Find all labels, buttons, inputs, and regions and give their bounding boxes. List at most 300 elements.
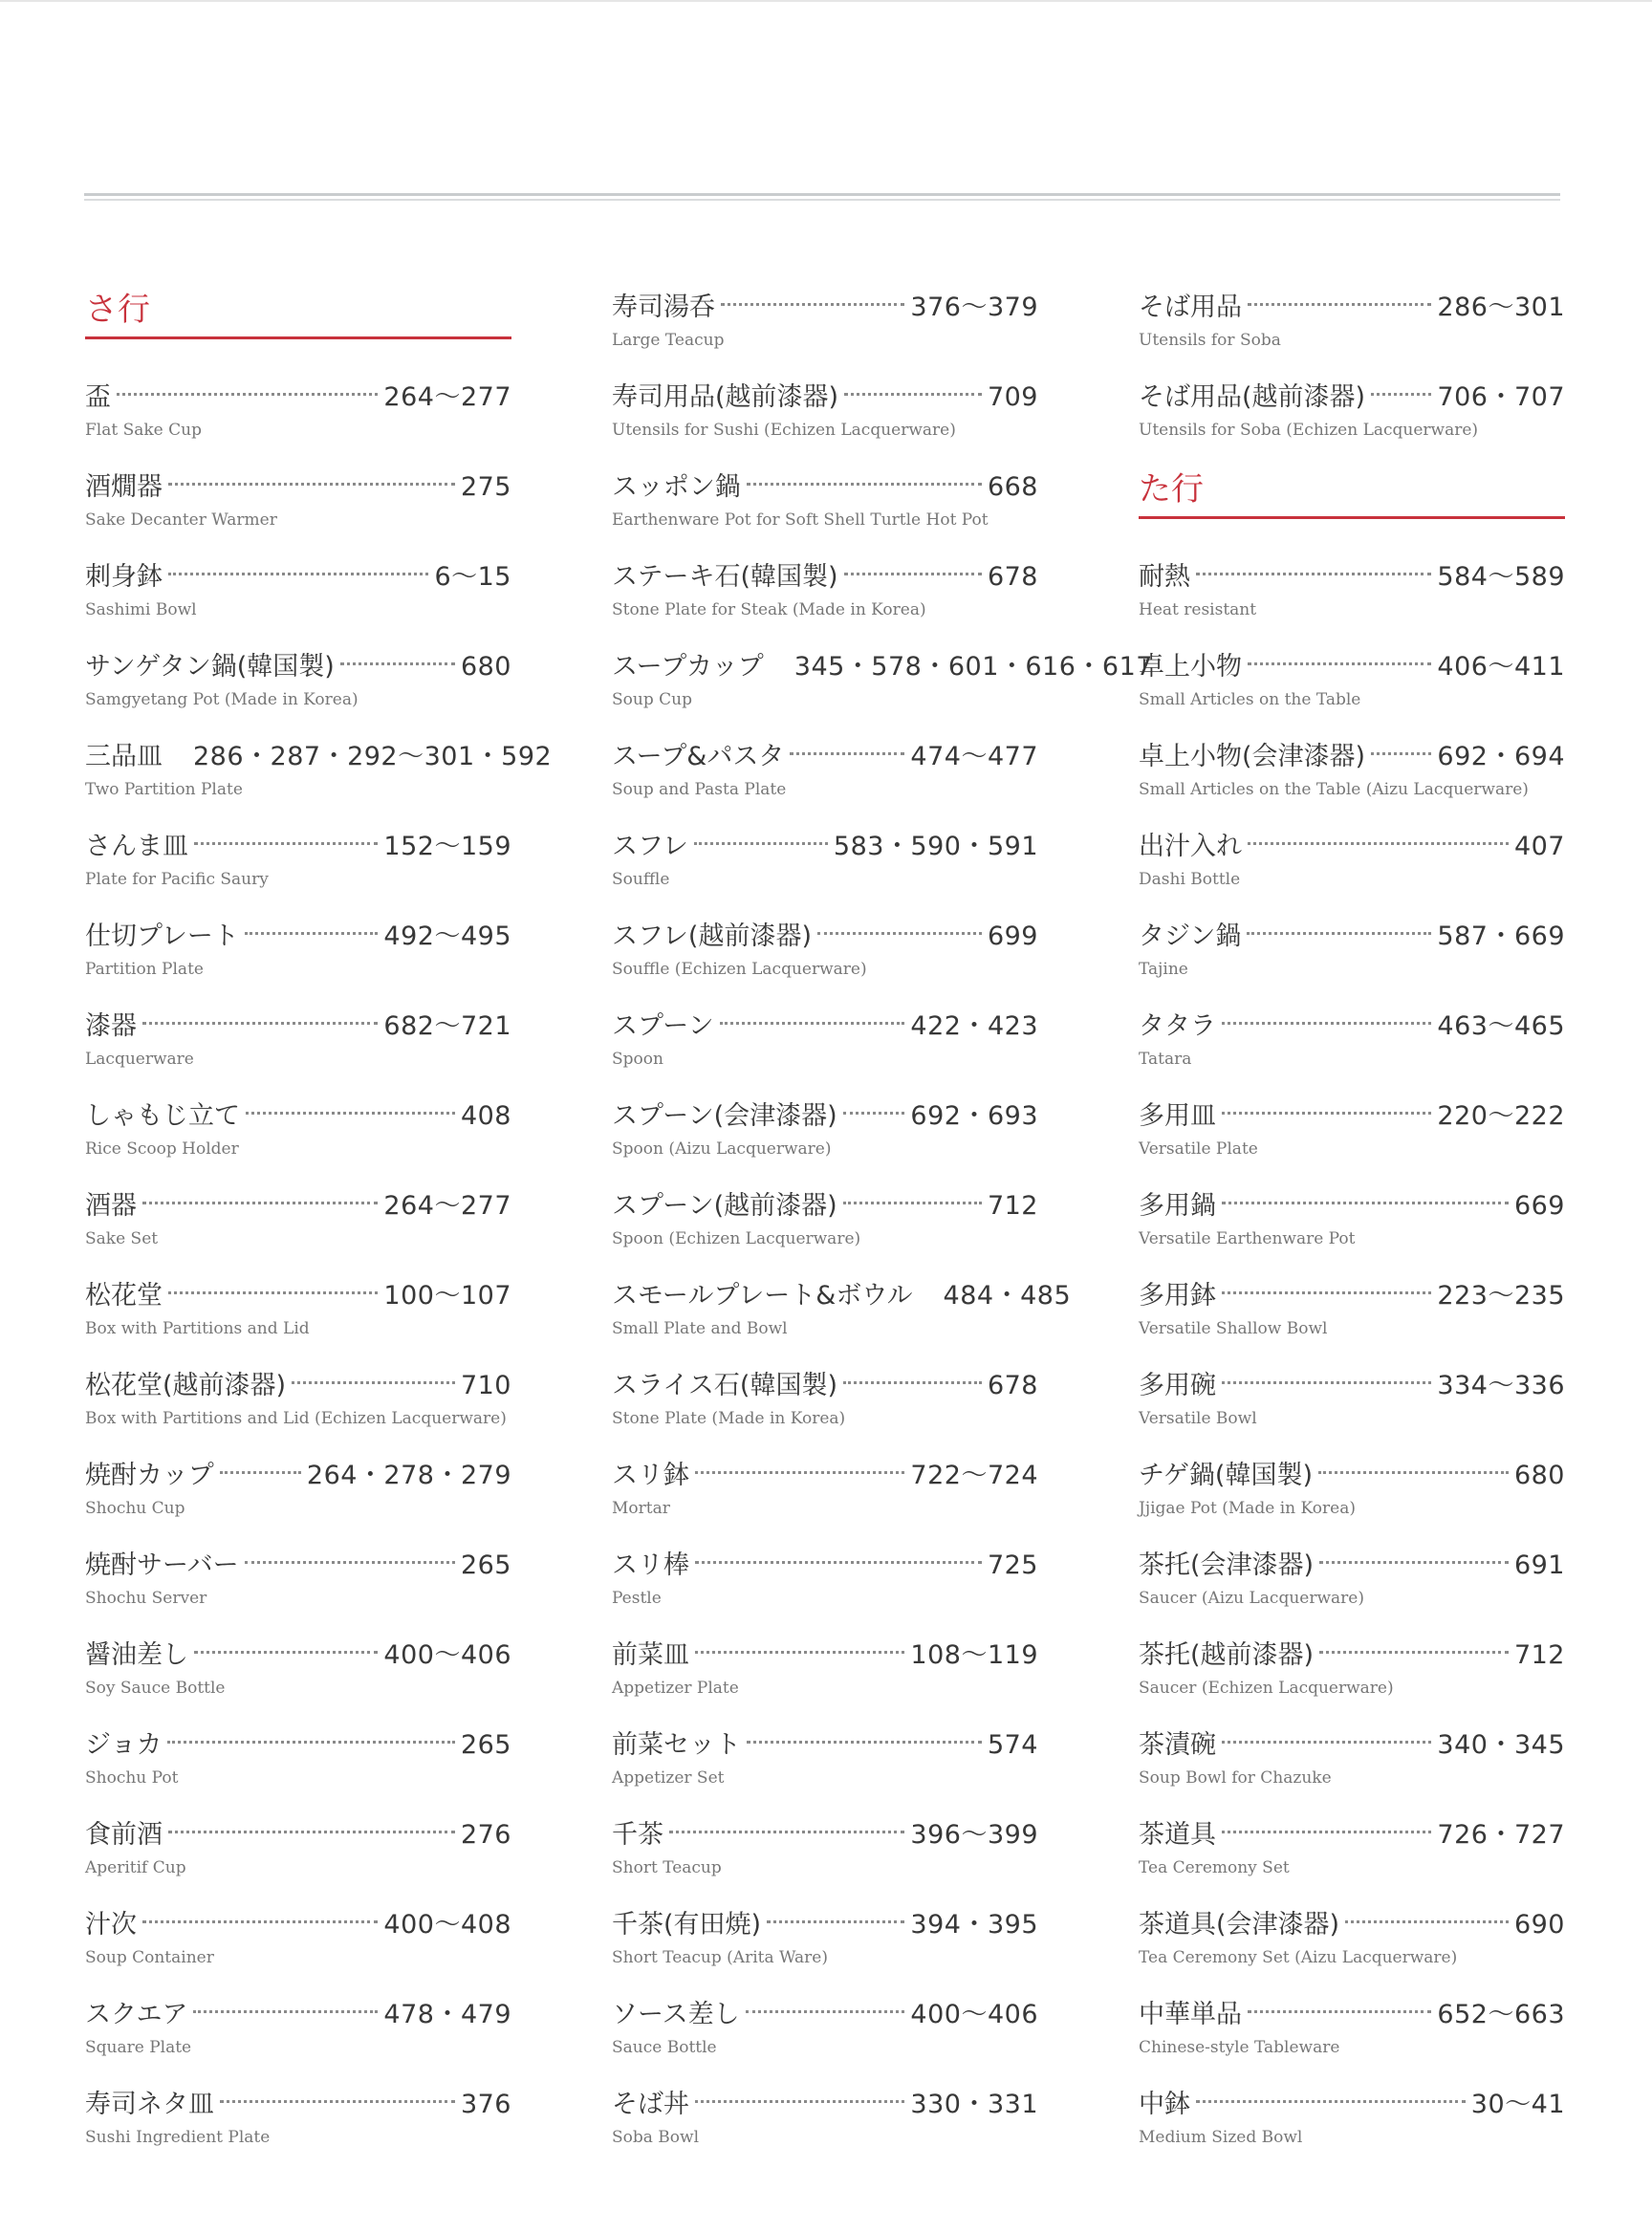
entry-line [85, 379, 511, 417]
entry-name: 前菜セット [612, 1730, 741, 1760]
index-entry [612, 1269, 1072, 1359]
entry-line [612, 2086, 1038, 2124]
entry-line [85, 918, 511, 956]
entry-english-name: Pestle [612, 1589, 662, 1608]
entry-english-name: Dashi Bottle [1139, 870, 1241, 889]
entry-line [1139, 828, 1565, 866]
index-entry [612, 1359, 1038, 1449]
entry-line [85, 1906, 511, 1944]
entry-page-numbers: 286・287・292〜301・592 [193, 742, 553, 771]
entry-line [1139, 918, 1565, 956]
entry-name: スプーン [612, 1011, 714, 1041]
entry-page-numbers: 376 [460, 2090, 511, 2119]
entry-name: 中華単品 [1139, 2000, 1242, 2029]
index-entry [85, 910, 511, 1000]
entry-page-numbers: 422・423 [910, 1011, 1038, 1041]
entry-name: 焼酎カップ [85, 1461, 214, 1490]
dot-leader [168, 483, 455, 486]
section-rule [85, 336, 511, 339]
entry-line [1139, 1008, 1565, 1046]
entry-name: タタラ [1139, 1011, 1216, 1041]
entry-name: スッポン鍋 [612, 472, 741, 502]
entry-line [612, 1367, 1038, 1405]
entry-page-numbers: 406〜411 [1437, 652, 1565, 682]
dot-leader [1222, 1381, 1431, 1384]
index-entry [85, 1988, 511, 2078]
dot-leader [117, 393, 378, 396]
entry-english-name: Shochu Server [85, 1589, 207, 1608]
entry-name: 寿司ネタ皿 [85, 2090, 214, 2119]
entry-page-numbers: 682〜721 [383, 1011, 511, 1041]
entry-name: ソース差し [612, 2000, 740, 2029]
entry-english-name: Appetizer Set [612, 1768, 725, 1788]
index-entry [85, 1629, 511, 1719]
entry-name: 卓上小物 [1139, 652, 1242, 682]
entry-line [85, 1457, 511, 1495]
entry-english-name: Versatile Shallow Bowl [1139, 1319, 1328, 1338]
entry-line [85, 558, 511, 596]
dot-leader [1222, 1741, 1431, 1744]
index-entry [1139, 1090, 1565, 1180]
entry-english-name: Flat Sake Cup [85, 421, 202, 440]
entry-name: 仕切プレート [85, 921, 239, 951]
entry-english-name: Versatile Plate [1139, 1139, 1258, 1159]
index-entry [85, 1180, 511, 1269]
index-entry [85, 1090, 511, 1180]
index-entry [612, 1539, 1038, 1629]
entry-page-numbers: 709 [987, 382, 1038, 412]
entry-line [1139, 1457, 1565, 1495]
dot-leader [194, 1651, 378, 1654]
entry-name: スリ鉢 [612, 1461, 689, 1490]
entry-line [85, 1726, 511, 1765]
entry-line [85, 1547, 511, 1585]
entry-line [612, 1457, 1038, 1495]
entry-line [1139, 1187, 1565, 1225]
entry-english-name: Versatile Earthenware Pot [1139, 1229, 1356, 1248]
entry-page-numbers: 220〜222 [1437, 1101, 1565, 1131]
entry-name: さんま皿 [85, 832, 188, 861]
index-entry [1139, 551, 1565, 640]
dot-leader [720, 1022, 905, 1025]
index-column-3 [1139, 281, 1565, 2168]
index-entry [612, 1629, 1038, 1719]
entry-line [612, 1097, 1038, 1136]
entry-name: 漆器 [85, 1011, 137, 1041]
entry-english-name: Soba Bowl [612, 2128, 700, 2147]
entry-line [85, 738, 553, 776]
entry-page-numbers: 407 [1513, 832, 1565, 861]
entry-english-name: Stone Plate (Made in Korea) [612, 1409, 846, 1428]
entry-name: スライス石(韓国製) [612, 1371, 837, 1400]
entry-name: ステーキ石(韓国製) [612, 562, 838, 592]
entry-english-name: Tea Ceremony Set (Aizu Lacquerware) [1139, 1948, 1458, 1967]
entry-line [1139, 1097, 1565, 1136]
index-column-1 [85, 281, 553, 2168]
entry-line [1139, 1637, 1565, 1675]
entry-english-name: Sashimi Bowl [85, 600, 197, 619]
entry-page-numbers: 691 [1513, 1550, 1565, 1580]
entry-line [85, 2086, 511, 2124]
section-title: さ行 [85, 291, 150, 329]
index-entry [612, 1809, 1038, 1898]
dot-leader [843, 1112, 905, 1115]
entry-english-name: Chinese-style Tableware [1139, 2038, 1340, 2057]
dot-leader [695, 1651, 904, 1654]
entry-page-numbers: 725 [987, 1550, 1038, 1580]
dot-leader [844, 393, 982, 396]
entry-name: 中鉢 [1139, 2090, 1190, 2119]
entry-english-name: Small Articles on the Table [1139, 690, 1361, 709]
entry-name: 多用鍋 [1139, 1191, 1216, 1221]
index-entry [1139, 1539, 1565, 1629]
entry-english-name: Tajine [1139, 960, 1188, 979]
dot-leader [694, 842, 828, 845]
dot-leader [1196, 573, 1431, 575]
entry-page-numbers: 678 [987, 562, 1038, 592]
dot-leader [695, 2100, 904, 2103]
entry-line [1139, 379, 1565, 417]
index-entry [612, 461, 1038, 551]
entry-name: 千茶 [612, 1820, 663, 1850]
dot-leader [1222, 1112, 1431, 1115]
entry-page-numbers: 334〜336 [1437, 1371, 1565, 1400]
entry-line [1139, 1277, 1565, 1315]
entry-line [85, 1008, 511, 1046]
entry-page-numbers: 264〜277 [383, 382, 511, 412]
dot-leader [1371, 393, 1431, 396]
entry-english-name: Souffle [612, 870, 670, 889]
entry-page-numbers: 6〜15 [434, 562, 511, 592]
entry-page-numbers: 276 [460, 1820, 511, 1850]
entry-line [1139, 1367, 1565, 1405]
index-entry [1139, 1629, 1565, 1719]
entry-page-numbers: 492〜495 [383, 921, 511, 951]
entry-name: 酒燗器 [85, 472, 163, 502]
index-entry [1139, 2078, 1565, 2168]
entry-line [612, 1187, 1038, 1225]
index-entry [1139, 1809, 1565, 1898]
index-entry [1139, 910, 1565, 1000]
entry-name: スフレ(越前漆器) [612, 921, 812, 951]
entry-name: スクエア [85, 2000, 188, 2029]
entry-english-name: Box with Partitions and Lid (Echizen Lacquerware) [85, 1409, 507, 1428]
entry-page-numbers: 264〜277 [383, 1191, 511, 1221]
index-entry [612, 820, 1038, 910]
entry-name: 刺身鉢 [85, 562, 163, 592]
index-entry [1139, 371, 1565, 461]
entry-line [612, 738, 1038, 776]
dot-leader [1248, 303, 1431, 306]
entry-name: 寿司湯呑 [612, 293, 715, 322]
entry-page-numbers: 710 [460, 1371, 511, 1400]
entry-english-name: Short Teacup [612, 1858, 722, 1877]
dot-leader [168, 1831, 455, 1833]
entry-line [612, 468, 1038, 507]
entry-line [85, 648, 511, 686]
entry-english-name: Mortar [612, 1499, 670, 1518]
index-entry [1139, 820, 1565, 910]
dot-leader [1196, 2100, 1466, 2103]
entry-english-name: Small Plate and Bowl [612, 1319, 788, 1338]
entry-english-name: Square Plate [85, 2038, 192, 2057]
entry-english-name: Plate for Pacific Saury [85, 870, 269, 889]
entry-name: そば用品 [1139, 293, 1242, 322]
entry-page-numbers: 690 [1513, 1910, 1565, 1940]
dot-leader [193, 2010, 378, 2013]
entry-line [1139, 2086, 1565, 2124]
entry-english-name: Spoon (Echizen Lacquerware) [612, 1229, 861, 1248]
entry-name: しゃもじ立て [85, 1101, 240, 1131]
entry-name: 松花堂(越前漆器) [85, 1371, 287, 1400]
entry-line [612, 1008, 1038, 1046]
entry-page-numbers: 587・669 [1437, 921, 1565, 951]
dot-leader [1248, 842, 1509, 845]
entry-name: 茶托(越前漆器) [1139, 1640, 1315, 1670]
entry-page-numbers: 699 [987, 921, 1038, 951]
entry-line [612, 1726, 1038, 1765]
entry-name: スープカップ [612, 652, 764, 682]
entry-english-name: Sushi Ingredient Plate [85, 2128, 271, 2147]
entry-page-numbers: 400〜406 [383, 1640, 511, 1670]
entry-name: スプーン(越前漆器) [612, 1191, 837, 1221]
index-entry [612, 371, 1038, 461]
dot-leader [843, 1202, 982, 1204]
entry-english-name: Soup Cup [612, 690, 692, 709]
entry-name: 千茶(有田焼) [612, 1910, 762, 1940]
entry-english-name: Shochu Cup [85, 1499, 185, 1518]
entry-english-name: Spoon (Aizu Lacquerware) [612, 1139, 832, 1159]
entry-name: スリ棒 [612, 1550, 689, 1580]
entry-page-numbers: 400〜408 [383, 1910, 511, 1940]
entry-line [1139, 648, 1565, 686]
dot-leader [721, 303, 904, 306]
dot-leader [168, 573, 428, 575]
entry-page-numbers: 223〜235 [1437, 1281, 1565, 1311]
dot-leader [695, 1471, 904, 1474]
entry-page-numbers: 394・395 [910, 1910, 1038, 1940]
entry-page-numbers: 376〜379 [910, 293, 1038, 322]
entry-english-name: Two Partition Plate [85, 780, 243, 799]
entry-english-name: Lacquerware [85, 1050, 194, 1069]
index-entry [612, 2078, 1038, 2168]
dot-leader [747, 483, 982, 486]
entry-page-numbers: 30〜41 [1470, 2090, 1565, 2119]
entry-name: 多用碗 [1139, 1371, 1216, 1400]
entry-name: 酒器 [85, 1191, 137, 1221]
entry-page-numbers: 668 [987, 472, 1038, 502]
entry-page-numbers: 345・578・601・616・617 [793, 652, 1153, 682]
entry-english-name: Souffle (Echizen Lacquerware) [612, 960, 867, 979]
dot-leader [746, 2010, 905, 2013]
entry-page-numbers: 330・331 [910, 2090, 1038, 2119]
index-entry [85, 1719, 511, 1809]
entry-page-numbers: 275 [460, 472, 511, 502]
dot-leader [142, 1202, 378, 1204]
index-entry [1139, 1269, 1565, 1359]
entry-english-name: Tea Ceremony Set [1139, 1858, 1290, 1877]
dot-leader [1371, 752, 1431, 755]
dot-leader [246, 1112, 455, 1115]
entry-page-numbers: 669 [1513, 1191, 1565, 1221]
index-entry [85, 730, 553, 820]
entry-line [612, 1996, 1038, 2034]
index-entry [85, 371, 511, 461]
index-entry [1139, 1359, 1565, 1449]
index-entry [85, 1449, 511, 1539]
index-entry [85, 1898, 511, 1988]
entry-name: ジョカ [85, 1730, 163, 1760]
dot-leader [340, 662, 455, 665]
entry-english-name: Saucer (Echizen Lacquerware) [1139, 1679, 1394, 1698]
entry-name: 汁次 [85, 1910, 137, 1940]
dot-leader [142, 1920, 378, 1923]
entry-page-numbers: 264・278・279 [306, 1461, 511, 1490]
entry-line [85, 1816, 511, 1854]
entry-line [612, 828, 1038, 866]
entry-name: 盃 [85, 382, 111, 412]
entry-line [612, 648, 1153, 686]
entry-page-numbers: 678 [987, 1371, 1038, 1400]
entry-name: 寿司用品(越前漆器) [612, 382, 839, 412]
entry-page-numbers: 108〜119 [910, 1640, 1038, 1670]
entry-english-name: Shochu Pot [85, 1768, 179, 1788]
dot-leader [168, 1291, 378, 1294]
entry-page-numbers: 726・727 [1437, 1820, 1565, 1850]
entry-name: 醤油差し [85, 1640, 188, 1670]
index-entry [612, 730, 1038, 820]
entry-english-name: Tatara [1139, 1050, 1192, 1069]
index-entry [612, 1090, 1038, 1180]
entry-name: 耐熱 [1139, 562, 1190, 592]
entry-english-name: Utensils for Soba (Echizen Lacquerware) [1139, 421, 1479, 440]
dot-leader [1222, 1291, 1431, 1294]
entry-name: 焼酎サーバー [85, 1550, 239, 1580]
entry-page-numbers: 286〜301 [1437, 293, 1565, 322]
entry-name: 食前酒 [85, 1820, 163, 1850]
index-entry [1139, 730, 1565, 820]
index-entry [85, 820, 511, 910]
dot-leader [1222, 1831, 1431, 1833]
index-entry [85, 1269, 511, 1359]
entry-line [612, 558, 1038, 596]
dot-leader [1248, 2010, 1431, 2013]
entry-page-numbers: 652〜663 [1437, 2000, 1565, 2029]
entry-english-name: Rice Scoop Holder [85, 1139, 239, 1159]
entry-name: スプーン(会津漆器) [612, 1101, 837, 1131]
entry-english-name: Versatile Bowl [1139, 1409, 1257, 1428]
entry-page-numbers: 408 [460, 1101, 511, 1131]
entry-english-name: Sauce Bottle [612, 2038, 717, 2057]
entry-english-name: Jjigae Pot (Made in Korea) [1139, 1499, 1356, 1518]
index-entry [1139, 1000, 1565, 1090]
index-entry [85, 1809, 511, 1898]
index-entry [1139, 1719, 1565, 1809]
dot-leader [292, 1381, 455, 1384]
entry-english-name: Sake Decanter Warmer [85, 510, 277, 530]
entry-english-name: Small Articles on the Table (Aizu Lacquerware) [1139, 780, 1529, 799]
index-entry [612, 1898, 1038, 1988]
dot-leader [142, 1022, 378, 1025]
dot-leader [669, 1831, 904, 1833]
entry-english-name: Soup and Pasta Plate [612, 780, 787, 799]
index-entry [612, 1988, 1038, 2078]
entry-page-numbers: 463〜465 [1437, 1011, 1565, 1041]
entry-line [85, 1637, 511, 1675]
entry-line [1139, 738, 1565, 776]
index-entry [1139, 1449, 1565, 1539]
dot-leader [1222, 1022, 1431, 1025]
entry-name: 多用鉢 [1139, 1281, 1216, 1311]
entry-name: 三品皿 [85, 742, 163, 771]
entry-page-numbers: 340・345 [1437, 1730, 1565, 1760]
index-entry [1139, 1180, 1565, 1269]
entry-line [612, 289, 1038, 327]
entry-page-numbers: 265 [460, 1730, 511, 1760]
entry-english-name: Appetizer Plate [612, 1679, 739, 1698]
index-entry [85, 1359, 511, 1449]
entry-page-numbers: 574 [987, 1730, 1038, 1760]
entry-english-name: Soup Bowl for Chazuke [1139, 1768, 1332, 1788]
entry-page-numbers: 474〜477 [910, 742, 1038, 771]
entry-line [1139, 1547, 1565, 1585]
dot-leader [1222, 1202, 1509, 1204]
index-entry [612, 1449, 1038, 1539]
dot-leader [167, 1741, 454, 1744]
entry-page-numbers: 152〜159 [383, 832, 511, 861]
entry-line [612, 379, 1038, 417]
index-entry [612, 910, 1038, 1000]
section-header [85, 281, 511, 371]
entry-name: そば丼 [612, 2090, 689, 2119]
dot-leader [220, 1471, 301, 1474]
entry-line [1139, 558, 1565, 596]
dot-leader [1248, 662, 1431, 665]
index-entry [612, 281, 1038, 371]
index-entry [85, 2078, 511, 2168]
entry-line [1139, 1996, 1565, 2034]
entry-name: タジン鍋 [1139, 921, 1242, 951]
entry-line [612, 1637, 1038, 1675]
entry-name: 松花堂 [85, 1281, 163, 1311]
entry-name: スープ&パスタ [612, 742, 785, 771]
entry-english-name: Utensils for Sushi (Echizen Lacquerware) [612, 421, 956, 440]
entry-line [612, 1906, 1038, 1944]
dot-leader [844, 573, 982, 575]
entry-english-name: Stone Plate for Steak (Made in Korea) [612, 600, 926, 619]
entry-name: サンゲタン鍋(韓国製) [85, 652, 335, 682]
entry-line [612, 918, 1038, 956]
dot-leader [695, 1561, 982, 1564]
entry-name: スモールプレート&ボウル [612, 1281, 913, 1311]
entry-english-name: Heat resistant [1139, 600, 1257, 619]
index-entry [85, 640, 511, 730]
entry-english-name: Large Teacup [612, 331, 725, 350]
dot-leader [194, 842, 378, 845]
entry-line [1139, 1906, 1565, 1944]
index-entry [1139, 281, 1565, 371]
entry-english-name: Earthenware Pot for Soft Shell Turtle Hot Pot [612, 510, 989, 530]
index-entry [85, 1000, 511, 1090]
entry-line [85, 1367, 511, 1405]
header-rule [84, 193, 1560, 201]
entry-page-numbers: 478・479 [383, 2000, 511, 2029]
entry-line [85, 1277, 511, 1315]
index-entry [85, 1539, 511, 1629]
entry-line [612, 1547, 1038, 1585]
entry-page-numbers: 712 [987, 1191, 1038, 1221]
entry-page-numbers: 680 [1513, 1461, 1565, 1490]
